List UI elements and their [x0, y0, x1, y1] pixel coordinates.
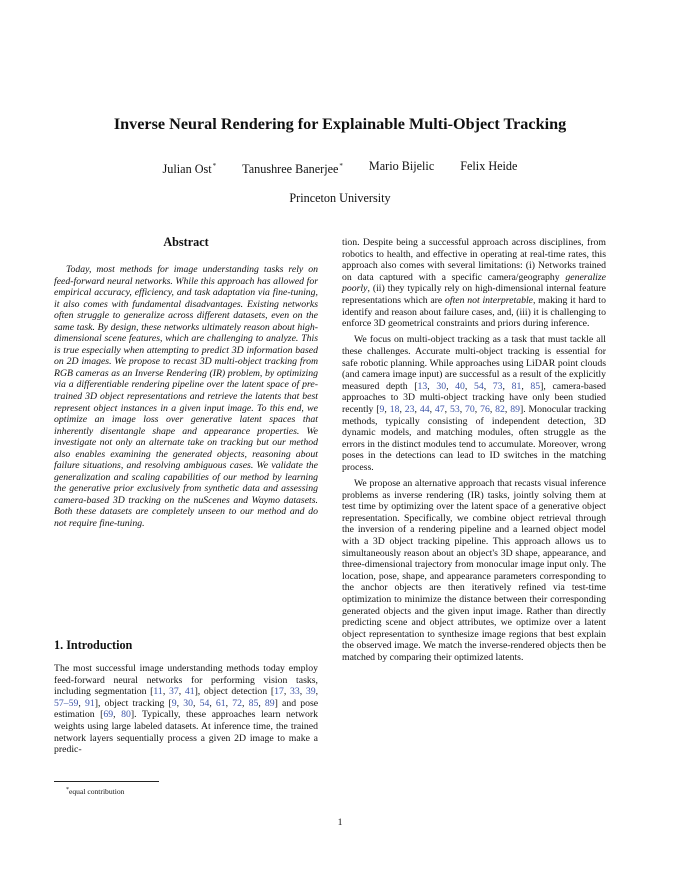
introduction-column-text [54, 663, 318, 756]
citation-link[interactable]: 30 [183, 697, 193, 709]
section-heading-introduction: 1. Introduction [54, 638, 133, 652]
citation-link[interactable]: 40 [455, 380, 465, 392]
citation-link[interactable]: 69 [103, 709, 114, 721]
body-paragraph: tion. Despite being a successful approach across disciplines, from robotics to health, and effective in operating at real-time rates, this approach also comes with several limitations: (i) Networks trained on data captured with a specific camera/geography generalize poorly, (ii) they typically rely on high-dimensional internal feature representations which are often not interpretable, making it hard to identify and reason about failure cases, and, (iii) it is challenging to enforce 3D geometrical constraints and priors during inference. [342, 237, 607, 330]
author: Julian Ost* [162, 162, 217, 176]
emphasis-text: generalize poorly [342, 271, 606, 295]
citation-link[interactable]: 70 [465, 403, 475, 415]
citation-link[interactable]: 44 [419, 403, 430, 415]
citation-link[interactable]: 85 [530, 380, 541, 392]
body-paragraph: We propose an alternative approach that recasts visual inference problems as inverse rendering (IR) tasks, jointly solving them at test time by optimizing over the latent space of a generative object representation. Specifically, we combine object retrieval through the inversion of a rendering pipeline and a learned object model with a 3D object tracking pipeline. This approach allows us to simultaneously reason about an object's 3D shape, appearance, and three-dimensional trajectory from monocular image input only. The location, pose, shape, and appearance parameters corresponding to the anchor objects are then iteratively refined via test-time optimization to minimize the distance between their corresponding generated objects and the given input image. Rather than directly predicting scene and object attributes, we optimize over a latent object representation to synthesize image regions that best explain the observed image. We match the inverse-rendered objects then be matched by comparing their optimized latents. [342, 478, 606, 663]
abstract-text: Today, most methods for image understanding tasks rely on feed-forward neural networks. While this approach has allowed for empirical accuracy, efficiency, and task adaptation via fine-tuning, it also comes with fundamental disadvantages. Existing networks often struggle to generalize across different datasets, even on the same task. By design, these networks ultimately reason about high-dimensional scene features, which are challenging to analyze. This is true especially when attempting to predict 3D information based on 2D images. We propose to recast 3D multi-object tracking from RGB cameras as an Inverse Rendering (IR) problem, by optimizing via a differentiable rendering pipeline over the latent space of pre-trained 3D object representations and retrieve the latents that best represent object instances in a given input image. To this end, we optimize an image loss over generative latent spaces that inherently disentangle shape and appearance properties. We investigate not only an alternate take on tracking but our method also enables examining the generated objects, reasoning about failure situations, and resolving ambiguous cases. We validate the generalization and scaling capabilities of our method by learning the generative prior exclusively from synthetic data and assessing camera-based 3D tracking on the nuScenes and Waymo datasets. Both these datasets are completely unseen to our method and do not require fine-tuning. [54, 264, 318, 530]
citation-link[interactable]: 54 [473, 380, 484, 392]
citation-link[interactable]: 30 [436, 380, 447, 392]
citation-link[interactable]: 23 [404, 403, 415, 415]
intro-paragraph: The most successful image understanding methods today employ feed-forward neural networks for performing vision tasks, including segmentation [11, 37, 41], object detection [17, 33, 39, 57–59, 91], object tracking [9, 30, 54, 61, 72, 85, 89] and pose estimation [69, 80]. Typically, these approaches learn network weights using large labeled datasets. At inference time, the trained network layers sequentially process a given 2D image to make a predic- [54, 663, 319, 756]
citation-link[interactable]: 13 [417, 380, 428, 392]
citation-link[interactable]: 85 [248, 697, 259, 709]
citation-link[interactable]: 89 [510, 403, 520, 415]
citation-link[interactable]: 9 [379, 403, 385, 415]
citation-link[interactable]: 37 [168, 686, 179, 698]
citation-link[interactable]: 91 [84, 697, 95, 709]
right-column-text [342, 237, 606, 668]
abstract-body [54, 264, 318, 530]
citation-link[interactable]: 54 [199, 697, 210, 709]
citation-link[interactable]: 81 [511, 380, 522, 392]
footnote-mark: * [66, 787, 69, 793]
affiliation: Princeton University [289, 191, 391, 205]
citation-link[interactable]: 80 [121, 709, 131, 721]
citation-link[interactable]: 53 [449, 403, 460, 415]
citation-link[interactable]: 82 [495, 403, 505, 415]
citation-link[interactable]: 47 [434, 403, 445, 415]
author: Tanushree Banerjee* [242, 162, 343, 176]
body-paragraph: We focus on multi-object tracking as a task that must tackle all these challenges. Accurate multi-object tracking is essential for safe robotic planning. While approaches using LiDAR point clouds (and camera image input) are successful as a result of the explicitly measured depth [13, 30, 40, 54, 73, 81, 85], camera-based approaches to 3D multi-object tracking have only been studied recently [9, 18, 23, 44, 47, 53, 70, 76, 82, 89]. Monocular tracking methods, typically consisting of independent detection, 3D dynamic models, and matching modules, often struggle as the errors in the distinct modules tend to accumulate. Moreover, wrong poses in the detections can lead to ID switches in the matching process. [342, 334, 607, 473]
citation-link[interactable]: 11 [153, 686, 163, 698]
citation-link[interactable]: 57–59 [54, 697, 79, 709]
citation-link[interactable]: 89 [264, 697, 275, 709]
citation-link[interactable]: 72 [232, 697, 242, 709]
citation-link[interactable]: 41 [184, 686, 195, 698]
author: Felix Heide [460, 159, 518, 173]
footnote-rule [54, 781, 159, 782]
abstract-heading: Abstract [163, 235, 209, 249]
citation-link[interactable]: 73 [492, 380, 503, 392]
page-number: 1 [337, 817, 343, 828]
citation-link[interactable]: 33 [289, 686, 300, 698]
citation-link[interactable]: 39 [305, 686, 316, 698]
citation-link[interactable]: 61 [215, 697, 226, 709]
author-mark: * [339, 162, 343, 170]
footnote: *equal contribution [66, 787, 125, 796]
paper-title: Inverse Neural Rendering for Explainable Multi-Object Tracking [113, 115, 567, 133]
emphasis-text: often not interpretable [445, 294, 533, 306]
author-list [0, 157, 680, 175]
author-mark: * [212, 162, 217, 170]
author: Mario Bijelic [368, 159, 435, 173]
citation-link[interactable]: 17 [274, 686, 284, 698]
citation-link[interactable]: 76 [480, 403, 490, 415]
citation-link[interactable]: 9 [171, 697, 177, 709]
citation-link[interactable]: 18 [389, 403, 400, 415]
